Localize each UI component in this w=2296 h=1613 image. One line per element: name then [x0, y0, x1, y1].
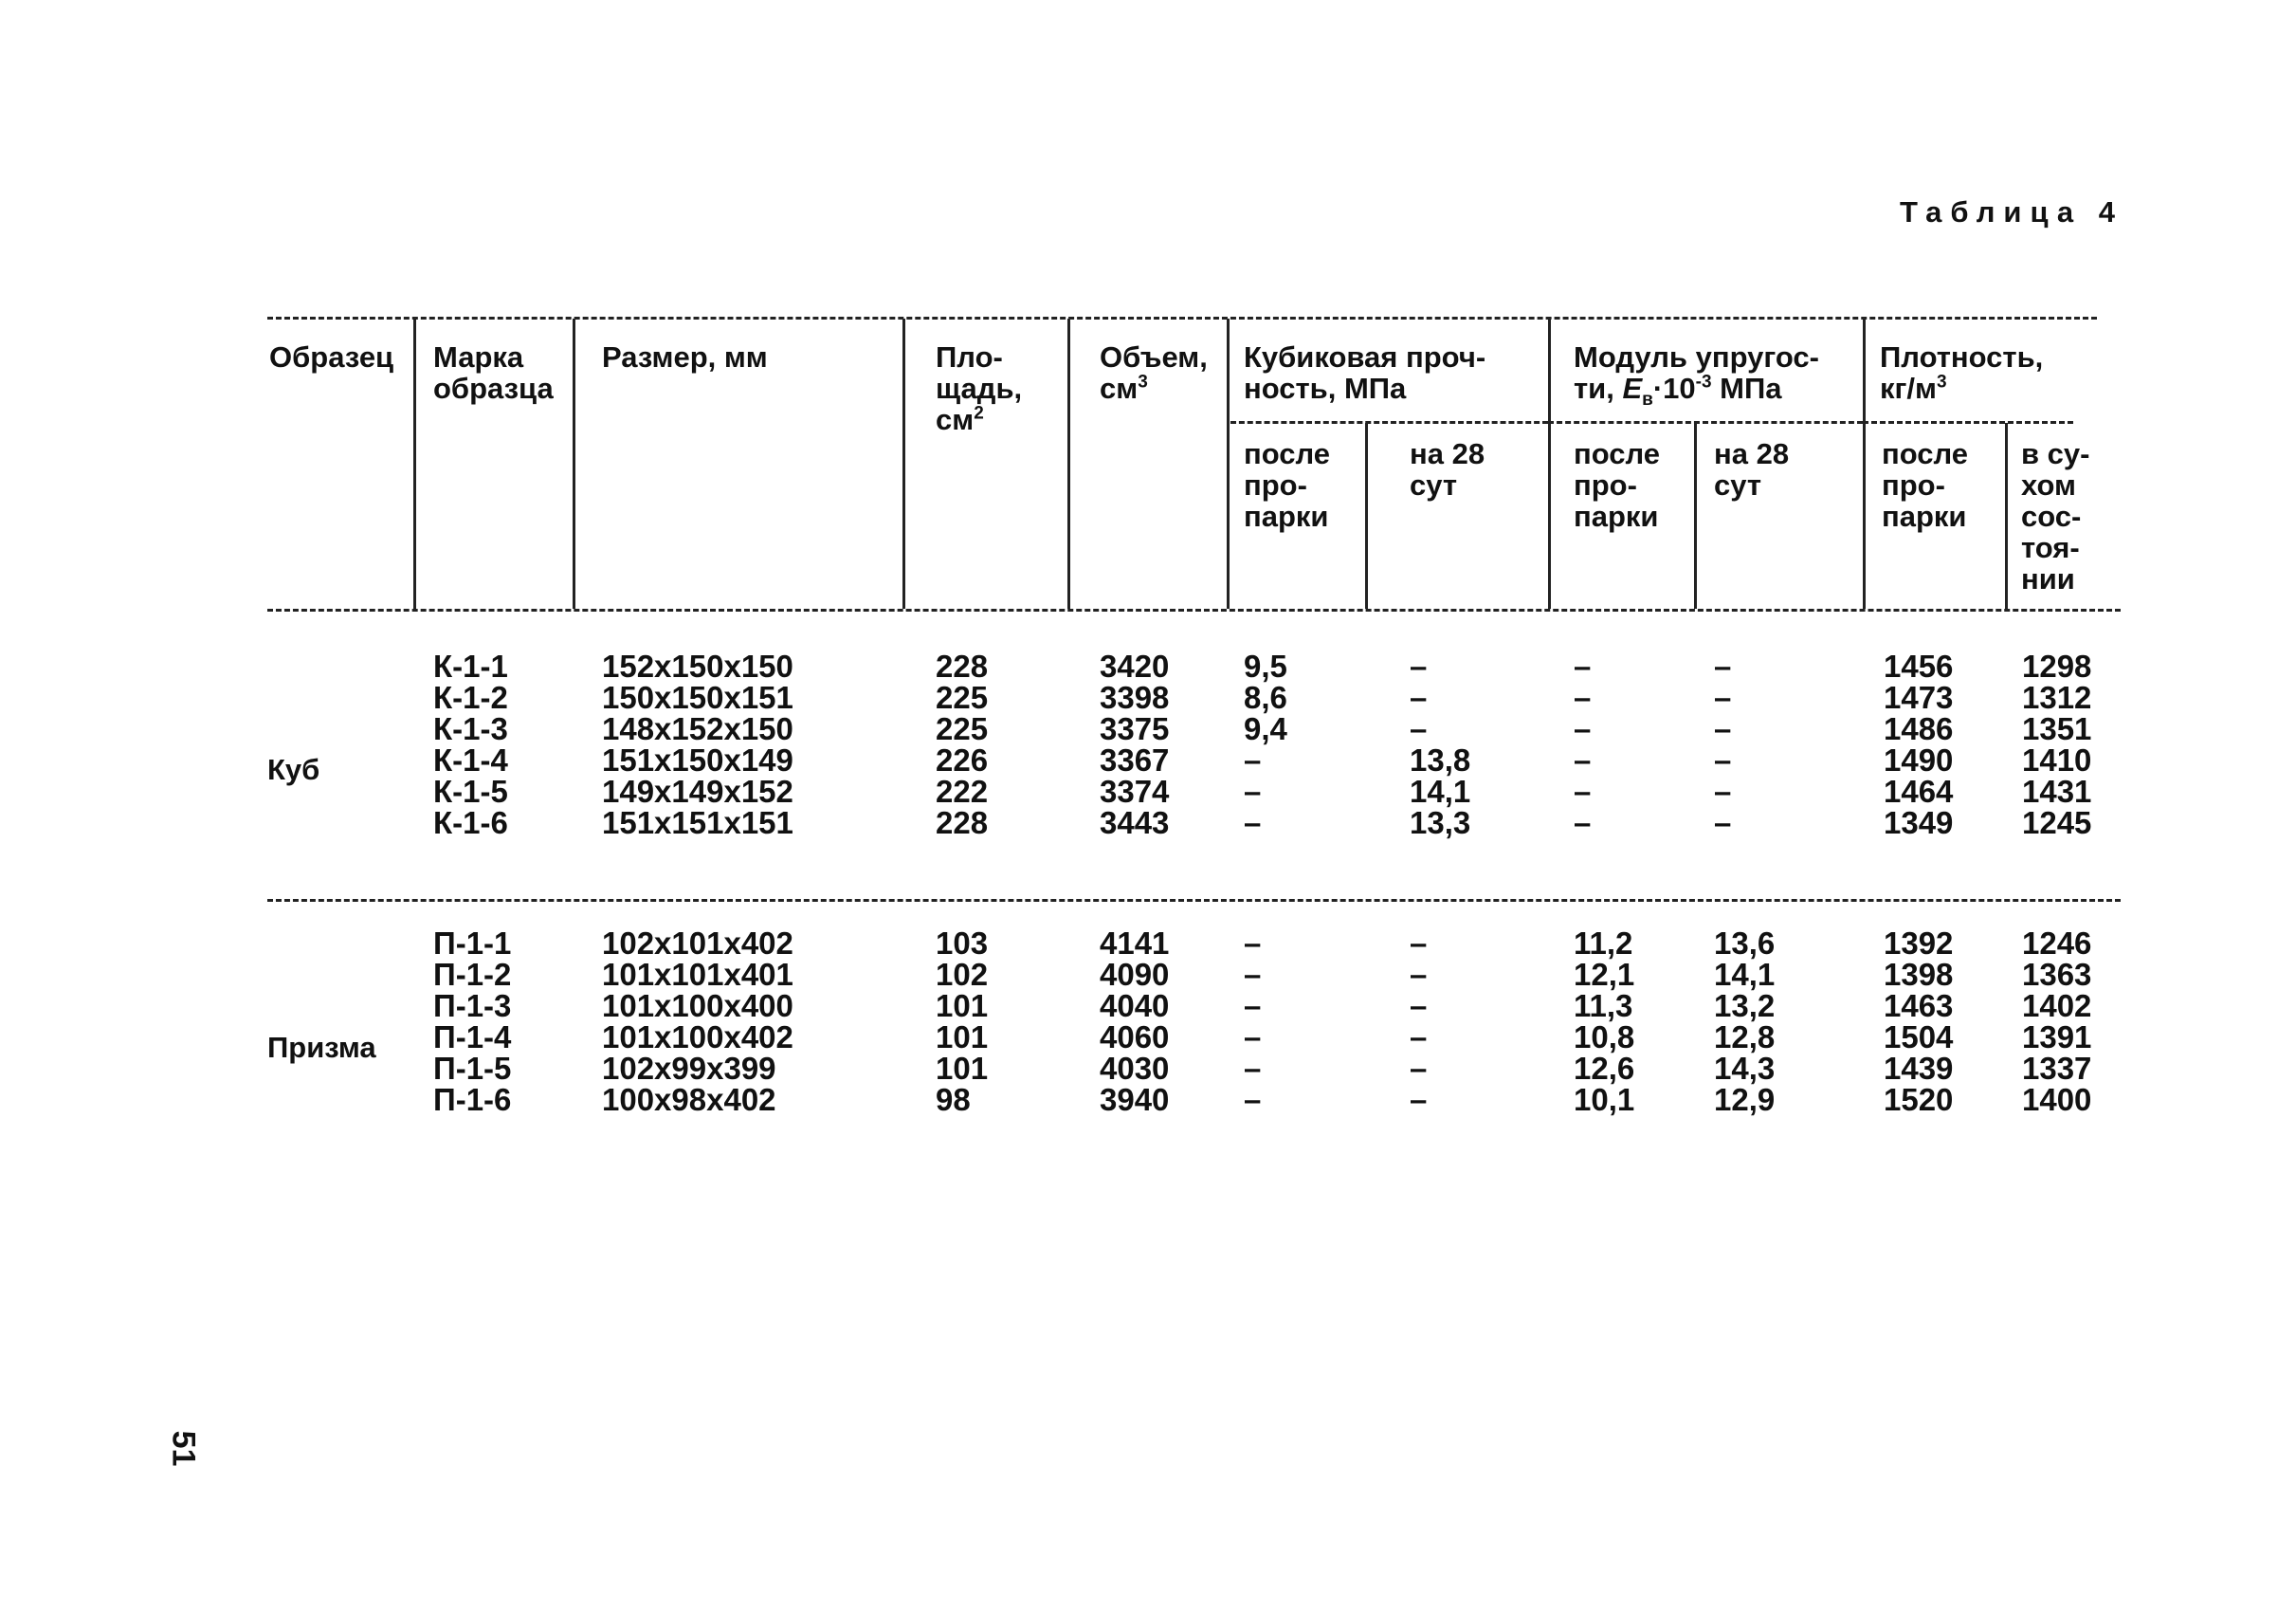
- cell-mark: П-1-5: [433, 1051, 512, 1086]
- cell-mark: П-1-3: [433, 988, 512, 1023]
- cell-density-dry: 1351: [2022, 711, 2092, 746]
- cell-strength-28-days: –: [1410, 957, 1428, 992]
- cell-volume: 4060: [1100, 1019, 1170, 1054]
- cell-modulus-28-days: 14,1: [1714, 957, 1776, 992]
- cell-mark: П-1-1: [433, 926, 512, 961]
- cell-density-after-steam: 1392: [1884, 926, 1954, 961]
- cell-strength-after-steam: –: [1244, 1082, 1262, 1117]
- header-size: Размер, мм: [602, 340, 768, 374]
- cell-modulus-after-steam: 10,1: [1574, 1082, 1635, 1117]
- cell-modulus-28-days: –: [1714, 711, 1732, 746]
- cell-mark: К-1-5: [433, 774, 508, 809]
- col-divider-density: [1863, 319, 1866, 609]
- col-divider-modulus: [1548, 319, 1551, 609]
- cell-modulus-28-days: –: [1714, 649, 1732, 684]
- table-top-rule: [267, 317, 2097, 320]
- group-label-prism: Призма: [267, 1031, 376, 1064]
- cell-area: 101: [936, 1051, 989, 1086]
- cell-area: 228: [936, 805, 989, 840]
- cell-modulus-after-steam: –: [1574, 774, 1592, 809]
- header-density: Плотность, $кг/м^3$: [1880, 340, 2044, 405]
- cell-area: 222: [936, 774, 989, 809]
- cell-density-after-steam: 1439: [1884, 1051, 1954, 1086]
- cell-density-dry: 1410: [2022, 742, 2092, 778]
- cell-density-dry: 1337: [2022, 1051, 2092, 1086]
- cell-volume: 3367: [1100, 742, 1170, 778]
- col-divider-area: [902, 319, 905, 609]
- page-number: 51: [165, 1430, 202, 1467]
- cell-area: 98: [936, 1082, 971, 1117]
- cell-size: 101x101x401: [602, 957, 793, 992]
- cell-modulus-28-days: –: [1714, 774, 1732, 809]
- cell-density-after-steam: 1490: [1884, 742, 1954, 778]
- cell-density-dry: 1298: [2022, 649, 2092, 684]
- cell-modulus-after-steam: 10,8: [1574, 1019, 1635, 1054]
- cell-modulus-after-steam: –: [1574, 680, 1592, 715]
- subheader-density-after-steam: после про- парки: [1882, 437, 1969, 533]
- cell-strength-28-days: –: [1410, 988, 1428, 1023]
- cell-volume: 4040: [1100, 988, 1170, 1023]
- cell-strength-28-days: –: [1410, 926, 1428, 961]
- cell-density-dry: 1363: [2022, 957, 2092, 992]
- strength-subheader-rule: [1230, 421, 1548, 424]
- cell-strength-28-days: 13,8: [1410, 742, 1471, 778]
- cell-mark: П-1-6: [433, 1082, 512, 1117]
- cell-volume: 3420: [1100, 649, 1170, 684]
- col-divider-mark: [413, 319, 416, 609]
- col-divider-size: [573, 319, 575, 609]
- cell-modulus-after-steam: 11,3: [1574, 988, 1633, 1023]
- header-mark: Марка образца: [433, 340, 554, 405]
- cell-size: 151x151x151: [602, 805, 793, 840]
- cell-modulus-28-days: 14,3: [1714, 1051, 1776, 1086]
- cell-size: 151x150x149: [602, 742, 793, 778]
- cell-modulus-28-days: –: [1714, 742, 1732, 778]
- cell-size: 152x150x150: [602, 649, 793, 684]
- cell-density-dry: 1312: [2022, 680, 2092, 715]
- cell-density-after-steam: 1520: [1884, 1082, 1954, 1117]
- cell-strength-after-steam: –: [1244, 742, 1262, 778]
- cell-size: 149x149x152: [602, 774, 793, 809]
- cell-size: 100x98x402: [602, 1082, 776, 1117]
- header-modulus: Модуль упругос- ти, $E_в\cdot 10^{-3}$ МПа: [1574, 340, 1819, 411]
- subheader-modulus-after-steam: после про- парки: [1574, 437, 1661, 533]
- cell-size: 102x101x402: [602, 926, 793, 961]
- cell-area: 225: [936, 680, 989, 715]
- cell-strength-28-days: –: [1410, 711, 1428, 746]
- subheader-strength-after-steam: после про- парки: [1244, 437, 1331, 533]
- cell-modulus-28-days: 13,2: [1714, 988, 1776, 1023]
- subheader-modulus-28-days: на 28 сут: [1714, 437, 1790, 502]
- col-divider-strength-sub: [1365, 423, 1368, 609]
- col-divider-density-sub: [2005, 423, 2008, 609]
- cell-strength-28-days: –: [1410, 1051, 1428, 1086]
- cell-modulus-28-days: 12,9: [1714, 1082, 1776, 1117]
- cell-strength-after-steam: –: [1244, 1019, 1262, 1054]
- cell-strength-28-days: 13,3: [1410, 805, 1471, 840]
- cell-strength-after-steam: –: [1244, 926, 1262, 961]
- table-caption: Таблица 4: [1899, 195, 2123, 229]
- cell-area: 101: [936, 988, 989, 1023]
- header-area: Пло- щадь, $см^2$: [936, 340, 1023, 436]
- cell-density-dry: 1402: [2022, 988, 2092, 1023]
- cell-density-dry: 1400: [2022, 1082, 2092, 1117]
- cell-area: 101: [936, 1019, 989, 1054]
- cell-modulus-28-days: –: [1714, 805, 1732, 840]
- cell-modulus-after-steam: –: [1574, 649, 1592, 684]
- col-divider-strength: [1227, 319, 1230, 609]
- cell-strength-after-steam: –: [1244, 1051, 1262, 1086]
- group-label-cube: Куб: [267, 753, 320, 786]
- cell-modulus-28-days: –: [1714, 680, 1732, 715]
- cell-volume: 4141: [1100, 926, 1170, 961]
- cell-area: 225: [936, 711, 989, 746]
- cell-modulus-after-steam: –: [1574, 711, 1592, 746]
- col-divider-volume: [1067, 319, 1070, 609]
- cell-strength-after-steam: –: [1244, 957, 1262, 992]
- cell-density-after-steam: 1456: [1884, 649, 1954, 684]
- cell-area: 103: [936, 926, 989, 961]
- cell-mark: П-1-4: [433, 1019, 512, 1054]
- col-divider-modulus-sub: [1694, 423, 1697, 609]
- cell-modulus-28-days: 12,8: [1714, 1019, 1776, 1054]
- header-sample: Образец: [269, 340, 394, 374]
- cell-modulus-after-steam: –: [1574, 742, 1592, 778]
- cell-size: 148x152x150: [602, 711, 793, 746]
- cell-density-after-steam: 1473: [1884, 680, 1954, 715]
- header-bottom-rule: [267, 609, 2121, 612]
- cell-mark: К-1-3: [433, 711, 508, 746]
- cell-volume: 3375: [1100, 711, 1170, 746]
- cell-volume: 3374: [1100, 774, 1170, 809]
- cell-area: 228: [936, 649, 989, 684]
- cell-strength-after-steam: –: [1244, 805, 1262, 840]
- cell-modulus-after-steam: 12,6: [1574, 1051, 1635, 1086]
- cell-modulus-after-steam: 11,2: [1574, 926, 1633, 961]
- header-strength: Кубиковая проч- ность, МПа: [1244, 340, 1486, 405]
- cell-strength-28-days: –: [1410, 680, 1428, 715]
- cell-volume: 3398: [1100, 680, 1170, 715]
- cell-strength-after-steam: 8,6: [1244, 680, 1287, 715]
- cell-mark: К-1-2: [433, 680, 508, 715]
- cell-area: 226: [936, 742, 989, 778]
- cell-density-after-steam: 1398: [1884, 957, 1954, 992]
- cell-modulus-after-steam: 12,1: [1574, 957, 1635, 992]
- subheader-density-dry: в су- хом сос- тоя- нии: [2021, 437, 2090, 596]
- cell-strength-28-days: –: [1410, 649, 1428, 684]
- cell-density-after-steam: 1486: [1884, 711, 1954, 746]
- cell-size: 101x100x400: [602, 988, 793, 1023]
- cell-mark: К-1-1: [433, 649, 508, 684]
- cell-density-dry: 1245: [2022, 805, 2092, 840]
- group-separator-rule: [267, 899, 2121, 902]
- cell-density-after-steam: 1349: [1884, 805, 1954, 840]
- cell-size: 150x150x151: [602, 680, 793, 715]
- cell-strength-after-steam: –: [1244, 774, 1262, 809]
- cell-strength-after-steam: 9,4: [1244, 711, 1287, 746]
- cell-density-dry: 1431: [2022, 774, 2092, 809]
- cell-mark: К-1-4: [433, 742, 508, 778]
- subheader-strength-28-days: на 28 сут: [1410, 437, 1485, 502]
- cell-volume: 3940: [1100, 1082, 1170, 1117]
- cell-strength-after-steam: 9,5: [1244, 649, 1287, 684]
- cell-density-dry: 1391: [2022, 1019, 2092, 1054]
- cell-area: 102: [936, 957, 989, 992]
- cell-size: 102x99x399: [602, 1051, 776, 1086]
- cell-strength-28-days: 14,1: [1410, 774, 1471, 809]
- cell-modulus-28-days: 13,6: [1714, 926, 1776, 961]
- cell-strength-after-steam: –: [1244, 988, 1262, 1023]
- modulus-subheader-rule: [1548, 421, 1863, 424]
- cell-density-after-steam: 1464: [1884, 774, 1954, 809]
- cell-volume: 3443: [1100, 805, 1170, 840]
- cell-density-dry: 1246: [2022, 926, 2092, 961]
- cell-mark: П-1-2: [433, 957, 512, 992]
- cell-volume: 4030: [1100, 1051, 1170, 1086]
- cell-strength-28-days: –: [1410, 1019, 1428, 1054]
- cell-density-after-steam: 1463: [1884, 988, 1954, 1023]
- header-volume: Объем, $см^3$: [1100, 340, 1208, 405]
- cell-strength-28-days: –: [1410, 1082, 1428, 1117]
- cell-mark: К-1-6: [433, 805, 508, 840]
- cell-modulus-after-steam: –: [1574, 805, 1592, 840]
- cell-size: 101x100x402: [602, 1019, 793, 1054]
- cell-density-after-steam: 1504: [1884, 1019, 1954, 1054]
- density-subheader-rule: [1863, 421, 2073, 424]
- cell-volume: 4090: [1100, 957, 1170, 992]
